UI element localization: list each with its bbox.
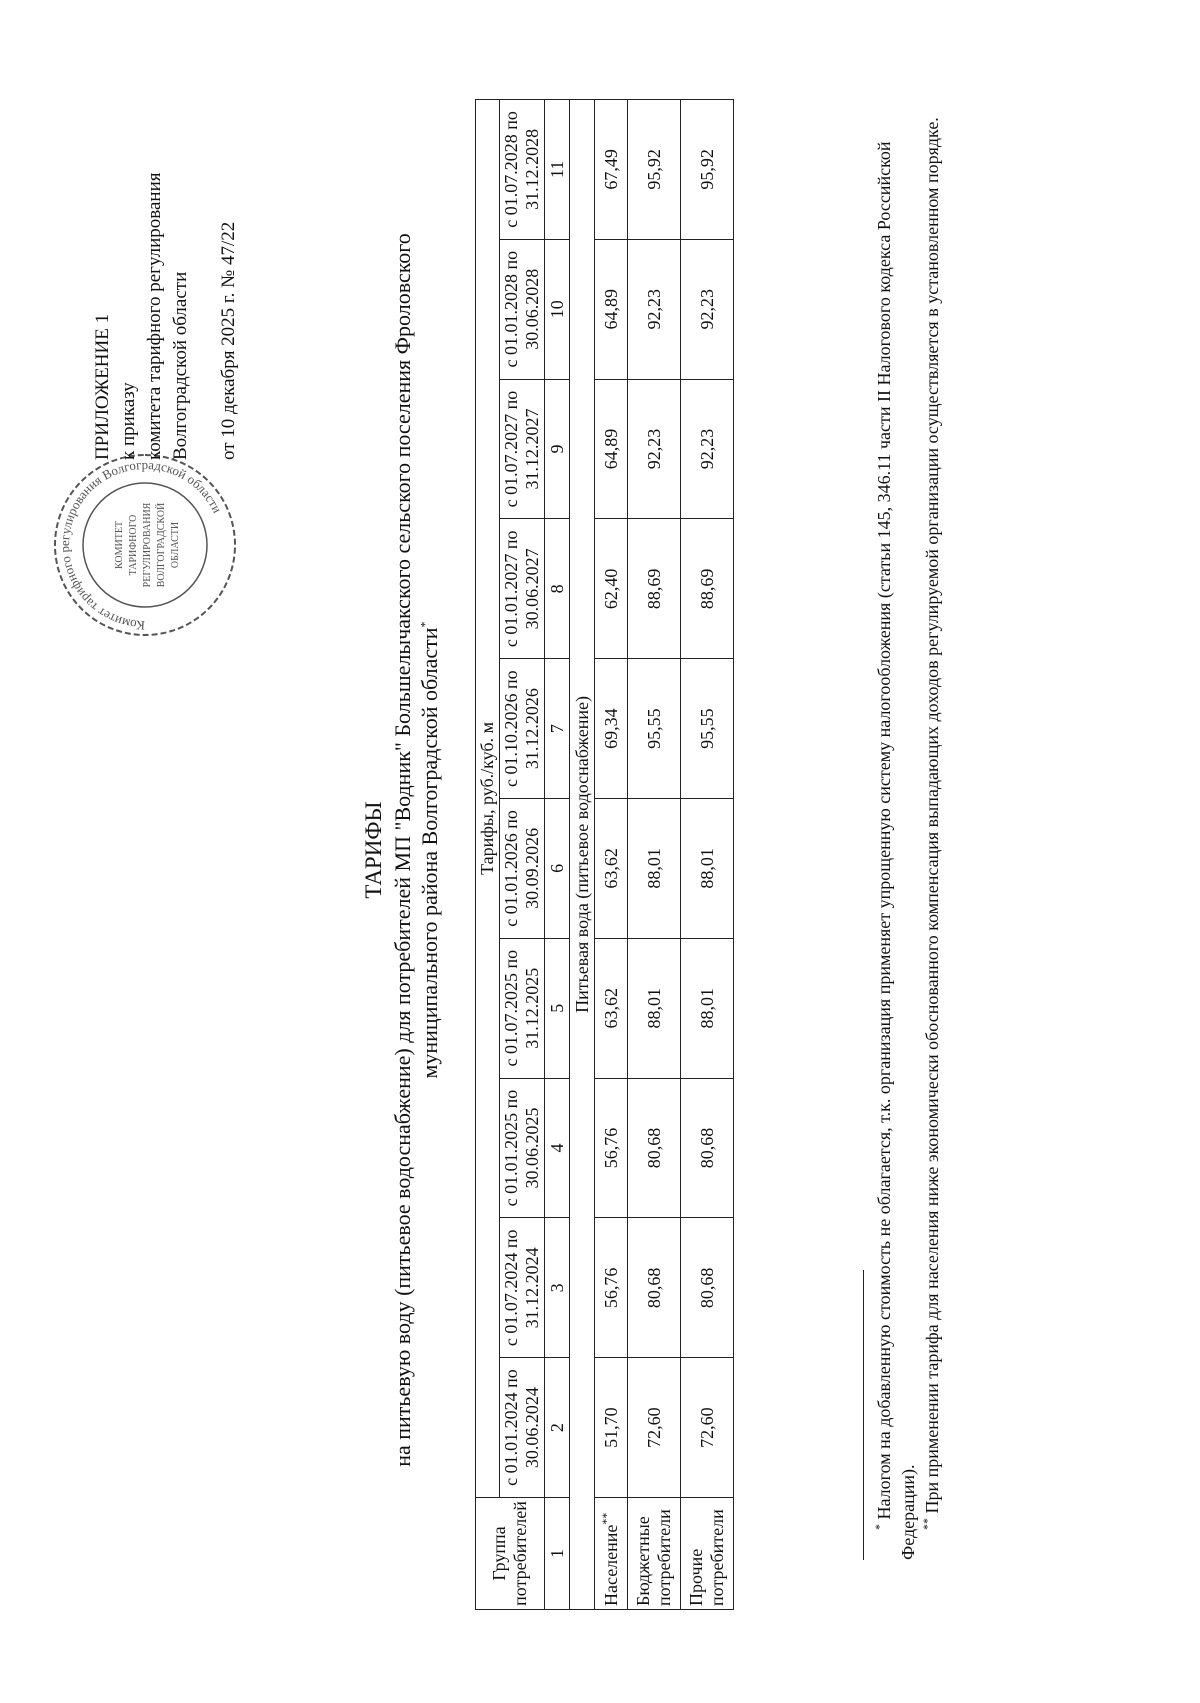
period-header: с 01.01.2024 по 30.06.2024	[500, 1358, 545, 1498]
group-column-header: Группа потребителей	[476, 1498, 545, 1610]
footnotes	[872, 90, 944, 1560]
tariff-cell: 51,70	[595, 1358, 628, 1498]
period-header: с 01.07.2024 по 31.12.2024	[500, 1218, 545, 1358]
tariff-table	[475, 99, 734, 1610]
tariff-cell: 69,34	[595, 659, 628, 799]
tariff-cell: 92,23	[681, 379, 734, 519]
footnote-text: Налогом на добавленную стоимость не облагается, т.к. организация применяет упрощенную систему налогообложения (статьи 145, 346.11 части II Налогового кодекса Российской Федерации).	[874, 141, 918, 1560]
footnote-mark: *	[417, 621, 432, 628]
stamp-center-line: ОБЛАСТИ	[170, 521, 181, 569]
document-sheet	[30, 60, 1130, 1640]
section-title: Питьевая вода (питьевое водоснабжение)	[570, 99, 595, 1609]
tariff-cell: 56,76	[595, 1218, 628, 1358]
group-label: Прочие потребители	[686, 1509, 727, 1606]
column-number: 10	[545, 239, 570, 379]
tariff-cell: 95,55	[628, 659, 681, 799]
tariff-cell: 88,69	[681, 519, 734, 659]
title-line-1: на питьевую воду (питьевое водоснабжение) для потребителей МП "Водник" Большелычакского сельского поселения Фроловского	[390, 233, 415, 1467]
tariff-cell: 62,40	[595, 519, 628, 659]
tariff-cell: 92,23	[681, 239, 734, 379]
tariff-cell: 88,01	[681, 799, 734, 939]
group-label: Население	[600, 1524, 621, 1606]
tariff-cell: 92,23	[628, 239, 681, 379]
tariff-cell: 88,01	[628, 938, 681, 1078]
footnote	[920, 90, 944, 1560]
tariff-cell: 92,23	[628, 379, 681, 519]
footnote-mark: **	[920, 1518, 934, 1530]
document-title: ТАРИФЫ	[361, 801, 386, 899]
column-number: 3	[545, 1218, 570, 1358]
stamp-center-line: РЕГУЛИРОВАНИЯ	[142, 502, 153, 588]
tariff-cell: 64,89	[595, 379, 628, 519]
section-row	[570, 99, 595, 1609]
column-number: 5	[545, 938, 570, 1078]
group-cell	[681, 1498, 734, 1610]
footnote-divider	[863, 1270, 864, 1560]
appendix-line: комитета тарифного регулирования	[144, 172, 165, 460]
tariff-cell: 72,60	[628, 1358, 681, 1498]
tariff-cell: 88,69	[628, 519, 681, 659]
appendix-label: ПРИЛОЖЕНИЕ 1	[92, 313, 113, 460]
tariff-cell: 88,01	[628, 799, 681, 939]
period-header: с 01.07.2028 по 31.12.2028	[500, 99, 545, 239]
column-number: 7	[545, 659, 570, 799]
period-header: с 01.01.2027 по 30.06.2027	[500, 519, 545, 659]
group-label: Бюджетные потребители	[633, 1509, 674, 1606]
tariff-cell: 80,68	[628, 1218, 681, 1358]
period-header: с 01.07.2025 по 31.12.2025	[500, 938, 545, 1078]
column-number-row	[545, 99, 570, 1609]
tariff-cell: 72,60	[681, 1358, 734, 1498]
tariff-cell: 67,49	[595, 99, 628, 239]
stamp-center-line: ТАРИФНОГО	[128, 514, 139, 576]
tariff-cell: 95,92	[628, 99, 681, 239]
tariff-cell: 95,92	[681, 99, 734, 239]
appendix-date: от 10 декабря 2025 г. № 47/22	[218, 221, 239, 460]
title-block	[360, 140, 443, 1560]
tariff-cell: 63,62	[595, 799, 628, 939]
column-number: 8	[545, 519, 570, 659]
appendix-line: Волгоградской области	[170, 271, 191, 460]
table-row	[681, 99, 734, 1609]
period-header: с 01.10.2026 по 31.12.2026	[500, 659, 545, 799]
period-header: с 01.01.2026 по 30.09.2026	[500, 799, 545, 939]
footnote-mark: *	[872, 1524, 886, 1530]
period-header: с 01.07.2027 по 31.12.2027	[500, 379, 545, 519]
official-stamp	[50, 450, 240, 640]
tariff-cell: 63,62	[595, 938, 628, 1078]
column-number: 9	[545, 379, 570, 519]
table-row	[628, 99, 681, 1609]
column-number: 1	[545, 1498, 570, 1610]
column-number: 2	[545, 1358, 570, 1498]
tariff-cell: 80,68	[681, 1078, 734, 1218]
tariff-cell: 64,89	[595, 239, 628, 379]
title-line-2-text: муниципального района Волгоградской области	[417, 627, 442, 1079]
table-row	[595, 99, 628, 1609]
group-cell	[595, 1498, 628, 1610]
tariff-cell: 56,76	[595, 1078, 628, 1218]
appendix-line: к приказу	[118, 382, 139, 460]
group-cell	[628, 1498, 681, 1610]
stamp-ring-text: Комитет тарифного регулирования Волгоградской области	[56, 456, 226, 634]
title-line-2	[416, 140, 443, 1560]
column-number: 4	[545, 1078, 570, 1218]
tariff-cell: 80,68	[681, 1218, 734, 1358]
stamp-center-line: КОМИТЕТ	[114, 520, 125, 570]
tariff-cell: 88,01	[681, 938, 734, 1078]
period-header: с 01.01.2025 по 30.06.2025	[500, 1078, 545, 1218]
column-number: 6	[545, 799, 570, 939]
stamp-center-line: ВОЛГОГРАДСКОЙ	[156, 502, 167, 588]
column-number: 11	[545, 99, 570, 239]
tariff-cell: 80,68	[628, 1078, 681, 1218]
footnote	[872, 90, 920, 1560]
footnote-mark: **	[598, 1512, 613, 1525]
tariffs-header: Тарифы, руб./куб. м	[476, 99, 500, 1497]
appendix-block	[90, 90, 242, 460]
footnote-text: При применении тарифа для населения ниже экономически обоснованного компенсация выпадающих доходов регулируемой организации осуществляется в установленном порядке.	[922, 117, 942, 1518]
tariff-cell: 95,55	[681, 659, 734, 799]
period-header: с 01.01.2028 по 30.06.2028	[500, 239, 545, 379]
